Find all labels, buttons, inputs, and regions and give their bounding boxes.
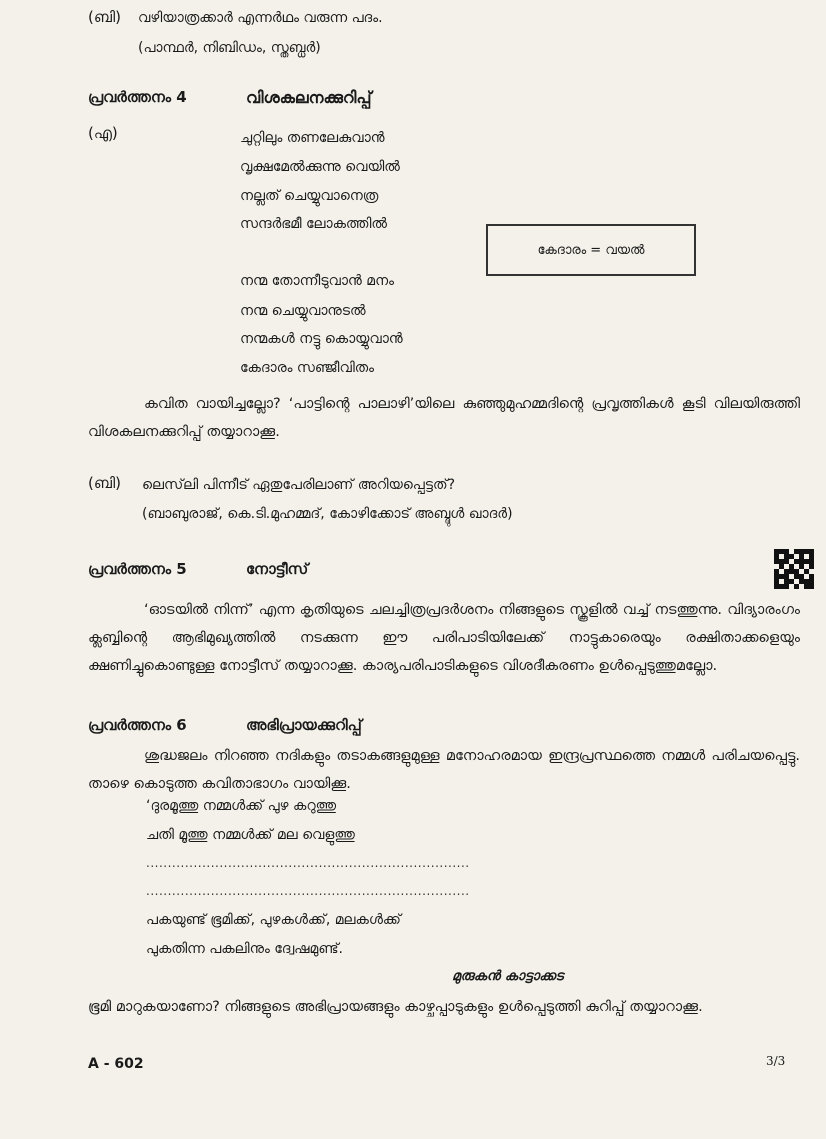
poem4-line-6: നന്മ ചെയ്യുവാനുടൽ xyxy=(240,303,366,319)
activity6-intro: ശുദ്ധജലം നിറഞ്ഞ നദികളും തടാകങ്ങളുമുള്ള മനോഹരമായ ഇന്ദ്രപ്രസ്ഥത്തെ നമ്മൾ പരിചയപ്പെട്ടു. താഴെ കൊടുത്ത കവിതാഭാഗം വായിക്കൂ. xyxy=(88,748,800,792)
activity5-instruction: ‘ഓടയിൽ നിന്ന്’ എന്ന കൃതിയുടെ ചലച്ചിത്രപ്രദർശനം നിങ്ങളുടെ സ്കൂളിൽ വച്ച് നടത്തുന്നു. വിദ്യാരംഗം ക്ലബ്ബിന്റെ ആഭിമുഖ്യത്തിൽ നടക്കുന്ന ഈ പരിപാടിയിലേക്ക് നാട്ടുകാരെയും രക്ഷിതാക്കളെയും ക്ഷണിച്ചുകൊണ്ടുള്ള നോട്ടീസ് തയ്യാറാക്കൂ. കാര്യപരിപാടികളുടെ വിശദീകരണം ഉൾപ്പെടുത്തുമല്ലോ. xyxy=(88,602,800,674)
dotted-line-2: ........................................................................... xyxy=(146,884,470,898)
poem4-line-7: നന്മകൾ നട്ടു കൊയ്യുവാൻ xyxy=(240,331,403,347)
options-b: (ബാബുരാജ്, കെ.ടി.മുഹമ്മദ്, കോഴിക്കോട് അബ്ദുൾ ഖാദർ) xyxy=(142,506,513,522)
poem6-line-3: പകയുണ്ട് ഭൂമിക്ക്, പുഴകൾക്ക്, മലകൾക്ക് xyxy=(146,912,401,928)
poem4-line-5: നന്മ തോന്നീടുവാൻ മനം xyxy=(240,273,394,289)
page-number: 3/3 xyxy=(766,1054,786,1068)
options-b-top: (പാന്ഥർ, നിബിഡം, സ്തബ്ധർ) xyxy=(138,40,321,56)
poem6-line-4: പുകതിന്ന പകലിനും ദ്വേഷമുണ്ട്. xyxy=(146,941,344,957)
label-b-top: (ബി) xyxy=(88,8,122,26)
activity5-heading: പ്രവർത്തനം 5 xyxy=(88,560,187,578)
activity4-heading: പ്രവർത്തനം 4 xyxy=(88,88,187,106)
glossary-text: കേദാരം = വയൽ xyxy=(537,242,645,258)
activity5-title: നോട്ടീസ് xyxy=(246,560,309,578)
poem6-line-1: ‘ദുരമൂത്തു നമ്മൾക്ക് പുഴ കറുത്തു xyxy=(146,798,337,814)
poem4-line-4: സന്ദർഭമീ ലോകത്തിൽ xyxy=(240,216,388,232)
glossary-box xyxy=(486,224,696,276)
question-b-top: വഴിയാത്രക്കാർ എന്നർഥം വരുന്ന പദം. xyxy=(138,10,383,26)
poem4-line-3: നല്ലത് ചെയ്യുവാനെത്ര xyxy=(240,188,379,204)
poem4-line-2: വൃക്ഷമേൽക്കുന്നു വെയിൽ xyxy=(240,159,400,175)
poem-author: മുരുകൻ കാട്ടാക്കട xyxy=(452,968,564,984)
dotted-line-1: ........................................................................... xyxy=(146,856,470,870)
exam-code: A - 602 xyxy=(88,1056,144,1072)
activity4-instruction: കവിത വായിച്ചല്ലോ? ‘പാട്ടിന്റെ പാലാഴി’യിലെ കുഞ്ഞുമുഹമ്മദിന്റെ പ്രവൃത്തികൾ കൂടി വിലയിരുത്തി വിശകലനക്കുറിപ്പ് തയ്യാറാക്കൂ. xyxy=(88,396,800,440)
activity6-heading: പ്രവർത്തനം 6 xyxy=(88,716,187,734)
poem4-line-8: കേദാരം സഞ്ജീവിതം xyxy=(240,360,374,376)
poem4-line-1: ചുറ്റിലും തണലേകുവാൻ xyxy=(240,130,385,146)
activity4-title: വിശകലനക്കുറിപ്പ് xyxy=(246,88,372,107)
activity6-title: അഭിപ്രായക്കുറിപ്പ് xyxy=(246,716,362,734)
activity6-question: ഭൂമി മാറുകയാണോ? നിങ്ങളുടെ അഭിപ്രായങ്ങളും കാഴ്ചപ്പാടുകളും ഉൾപ്പെടുത്തി കുറിപ്പ് തയ്യാറാക്കൂ. xyxy=(88,999,703,1015)
question-b: ലെസ്‌ലി പിന്നീട് ഏതുപേരിലാണ് അറിയപ്പെട്ടത്? xyxy=(142,477,456,493)
qr-code-icon xyxy=(774,549,814,589)
poem6-line-2: ചതി മൂത്തു നമ്മൾക്ക് മല വെളുത്തു xyxy=(146,827,355,843)
label-b: (ബി) xyxy=(88,474,122,492)
label-a: (എ) xyxy=(88,124,118,142)
